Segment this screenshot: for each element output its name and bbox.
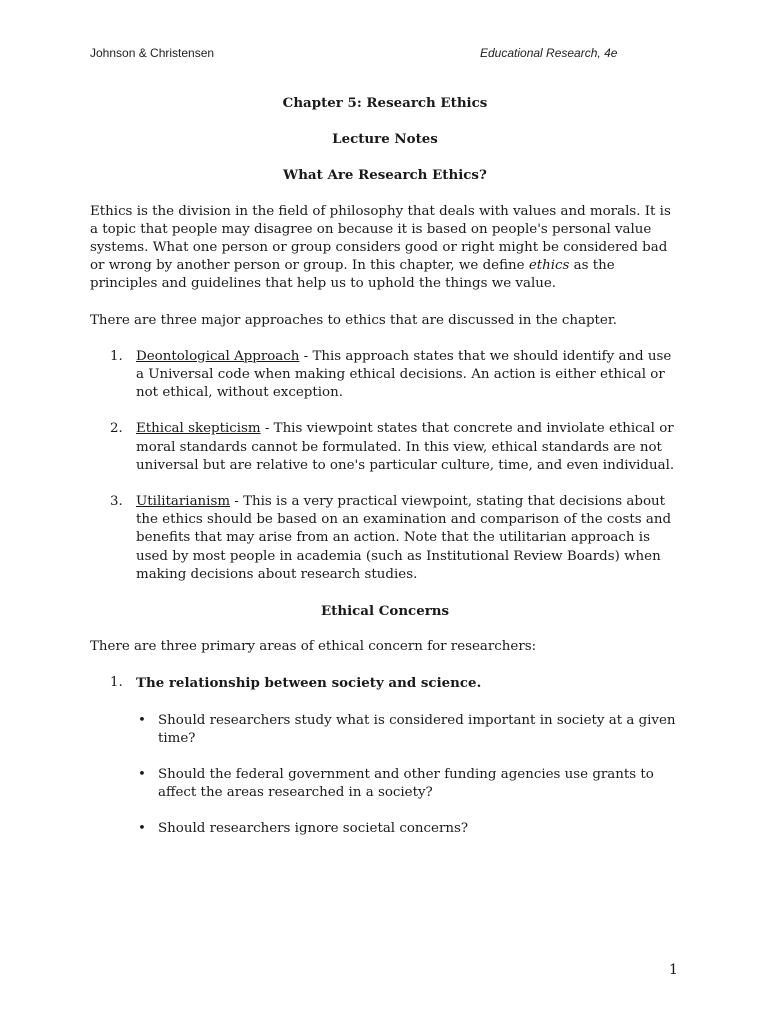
bullet-list (136, 712, 680, 839)
list-item: 1. Deontological Approach - This approach states that we should identify and use a Universal code when making ethical decisions. An action is either ethical or not ethical, without exception. (110, 348, 672, 401)
concerns-list (90, 674, 680, 838)
approaches-list (90, 348, 680, 584)
approaches-intro: There are three major approaches to ethics that are discussed in the chapter. (90, 312, 618, 328)
concerns-intro: There are three primary areas of ethical concern for researchers: (90, 639, 537, 655)
approach-term: Utilitarianism (136, 494, 231, 510)
list-item: 2. Ethical skepticism - This viewpoint states that concrete and inviolate ethical or moral standards cannot be formulated. In this view, ethical standards are not universal but are relative to one's particular culture, time, and even individual. (110, 421, 675, 473)
bullet-item: • Should researchers ignore societal concerns? (138, 821, 469, 837)
ethics-definition-paragraph: Ethics is the division in the field of philosophy that deals with values and morals. It is a topic that people may disagree on because it is based on people's personal value systems. What one person or group considers good or right might be considered bad or wrong by another person or group. In this chapter, we define ethics as the principles and guidelines that help us to uphold the things we value. (90, 203, 671, 292)
approach-term: Deontological Approach (136, 348, 300, 364)
header-authors: Johnson & Christensen (90, 46, 215, 60)
bullet-item: • Should researchers study what is considered important in society at a given time? (138, 712, 676, 746)
header-book-title: Educational Research, 4e (480, 46, 618, 60)
list-item: 1. The relationship between society and science. • Should researchers study what is considered important in society at a given time? • Should the federal government and other funding agencies use grants to affect the areas researched in a society? • Should researchers ignore societal concerns? (90, 674, 680, 838)
bullet-item: • Should the federal government and other funding agencies use grants to affect the areas researched in a society? (138, 767, 654, 801)
ethics-term: ethics (528, 258, 570, 274)
chapter-title: Chapter 5: Research Ethics (282, 95, 488, 111)
concern-label: The relationship between society and science. (136, 675, 482, 692)
section-heading-ethical-concerns: Ethical Concerns (320, 603, 450, 620)
document-body (90, 94, 680, 857)
page-number: 1 (669, 962, 678, 978)
section-heading-research-ethics: What Are Research Ethics? (283, 167, 487, 184)
approach-term: Ethical skepticism (136, 421, 261, 437)
list-item: 3. Utilitarianism - This is a very practical viewpoint, stating that decisions about the ethics should be based on an examination and comparison of the costs and benefits that may arise from an action. Note that the utilitarian approach is used by most people in academia (such as Institutional Review Boards) when making decisions about research studies. (110, 494, 672, 582)
document-subtitle: Lecture Notes (332, 131, 438, 148)
